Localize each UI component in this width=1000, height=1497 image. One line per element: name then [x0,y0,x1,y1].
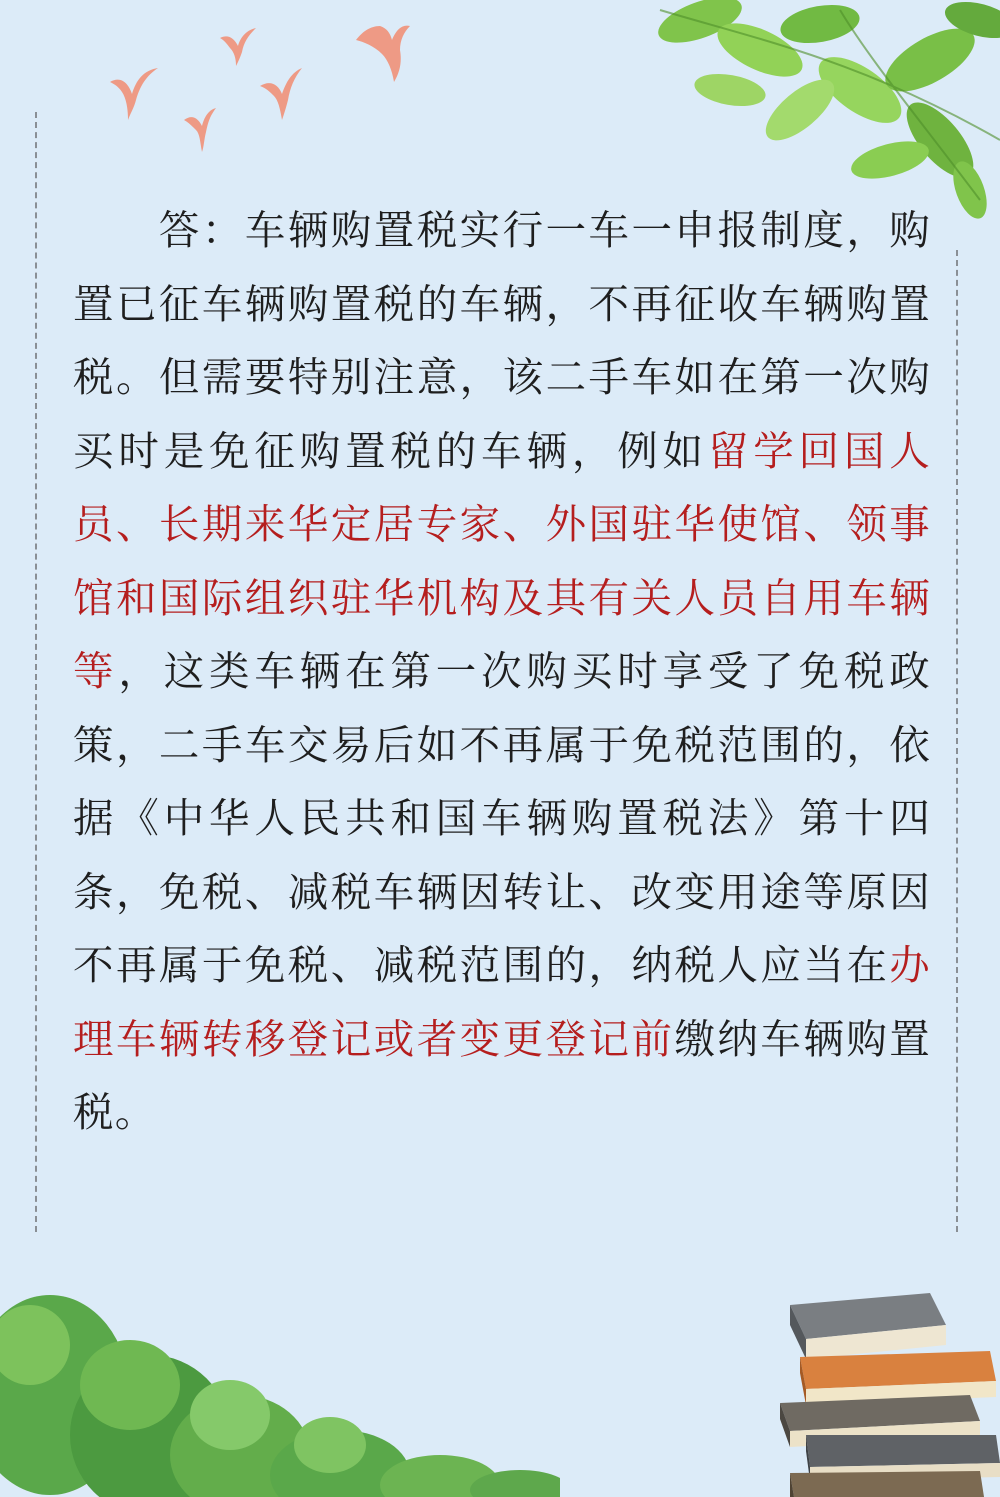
bird-icon [356,26,410,82]
book-stack-icon [770,1285,1000,1497]
book-icon [790,1293,946,1359]
bird-icon [110,68,158,120]
right-dashed-border [956,250,958,1232]
body-text: ，这类车辆在第一次购买时享受了免税政策，二手车交易后如不再属于免税范围的，依据《中华人民共和国车辆购置税法》第十四条，免税、减税车辆因转让、改变用途等原因不再属于免税、减税范围的，纳税人应当在 [73,647,931,989]
flying-birds-icon [100,10,420,160]
book-icon [790,1471,984,1497]
body-text: 答：车辆购置税实行一车一申报制度，购置已征车辆购置税的车辆，不再征收车辆购置税。但需要特别注意，该二手车如在第一次购买时是免征购置税的车辆，例如 [73,206,931,475]
bird-icon [220,28,256,66]
highlighted-text: 办理车辆转移登记或者变更登记前 [73,941,931,1063]
highlighted-text: 留学回国人员、长期来华定居专家、外国驻华使馆、领事馆和国际组织驻华机构及其有关人员自用车辆等 [73,426,931,695]
bird-icon [184,108,216,152]
bird-icon [260,68,302,120]
tree-leaves-icon [640,0,1000,220]
green-bushes-icon [0,1285,560,1497]
answer-paragraph [73,194,931,1150]
body-text: 缴纳车辆购置税。 [73,1014,931,1136]
left-dashed-border [35,112,37,1232]
